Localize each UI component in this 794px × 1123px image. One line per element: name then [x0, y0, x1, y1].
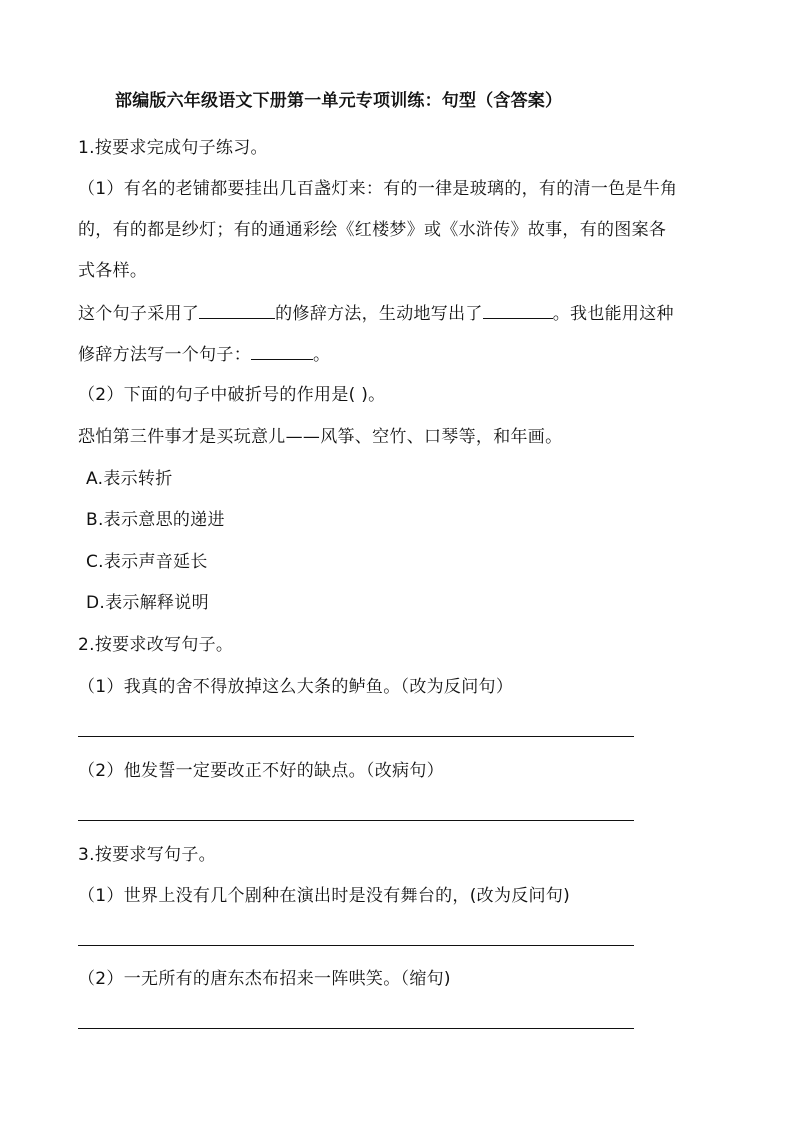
- q1-p2-sentence: 恐怕第三件事才是买玩意儿——风筝、空竹、口琴等，和年画。: [78, 427, 563, 447]
- q2-item-2: （2）他发誓一定要改正不好的缺点。（改病句）: [78, 761, 444, 781]
- q1-p1-question-line-2: [78, 343, 330, 366]
- q1-p1-question-text-d: 修辞方法写一个句子：: [78, 345, 251, 365]
- option-c[interactable]: C.表示声音延长: [86, 552, 208, 572]
- q3-item-1: （1）世界上没有几个剧种在演出时是没有舞台的，(改为反问句): [78, 886, 571, 906]
- q1-p1-line-3: 式各样。: [78, 261, 148, 281]
- q1-p1-question-text-b: 的修辞方法，生动地写出了: [275, 304, 483, 324]
- q3-item-2: （2）一无所有的唐东杰布招来一阵哄笑。（缩句): [78, 969, 451, 989]
- q2-item-2-answer-line[interactable]: [78, 820, 634, 821]
- q2-item-1-answer-line[interactable]: [78, 736, 634, 737]
- answer-blank-sentence[interactable]: [251, 343, 313, 360]
- q3-item-2-answer-line[interactable]: [78, 1028, 634, 1029]
- q1-p1-question-text-e: 。: [313, 345, 331, 365]
- q1-p1-question-text-a: 这个句子采用了: [78, 304, 200, 324]
- option-d[interactable]: D.表示解释说明: [86, 593, 209, 613]
- q1-heading: 1.按要求完成句子练习。: [78, 138, 268, 158]
- answer-blank-effect[interactable]: [483, 302, 553, 319]
- q1-p1-question-text-c: 。我也能用这种: [552, 304, 674, 324]
- q3-item-1-answer-line[interactable]: [78, 945, 634, 946]
- q2-heading: 2.按要求改写句子。: [78, 635, 234, 655]
- document-title: 部编版六年级语文下册第一单元专项训练：句型（含答案）: [115, 91, 563, 111]
- option-a[interactable]: A.表示转折: [86, 469, 173, 489]
- q2-item-1: （1）我真的舍不得放掉这么大条的鲈鱼。（改为反问句）: [78, 677, 514, 697]
- option-b[interactable]: B.表示意思的递进: [86, 510, 225, 530]
- answer-blank-rhetoric[interactable]: [199, 302, 275, 319]
- q1-p1-question-line-1: [78, 302, 674, 325]
- q1-p1-line-2: 的，有的都是纱灯；有的通通彩绘《红楼梦》或《水浒传》故事，有的图案各: [78, 220, 667, 240]
- q3-heading: 3.按要求写句子。: [78, 845, 216, 865]
- q1-p1-line-1: （1）有名的老铺都要挂出几百盏灯来：有的一律是玻璃的，有的清一色是牛角: [78, 179, 678, 199]
- q1-p2-question: （2）下面的句子中破折号的作用是( )。: [78, 385, 386, 405]
